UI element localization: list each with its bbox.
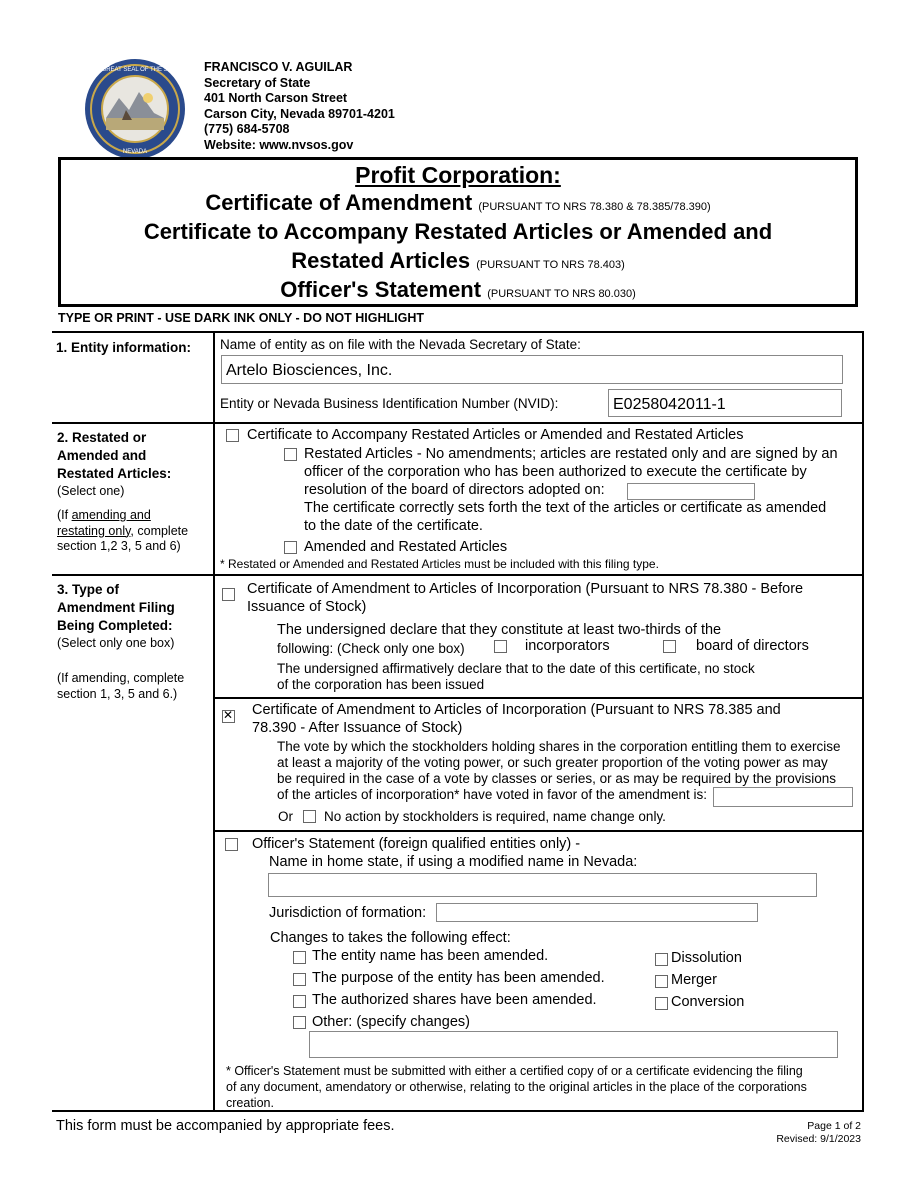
amend-after-stock-l1: Certificate of Amendment to Articles of Incorporation (Pursuant to NRS 78.385 and — [252, 702, 781, 718]
amended-restated-label: Amended and Restated Articles — [304, 539, 508, 555]
section2-note-d: , complete — [130, 523, 189, 538]
title-box — [58, 157, 858, 307]
dissolution-label: Dissolution — [671, 950, 742, 966]
chg-name-checkbox[interactable] — [293, 951, 306, 964]
jurisdiction-label: Jurisdiction of formation: — [269, 905, 427, 921]
section3-note-l2: section 1, 3, 5 and 6.) — [57, 687, 178, 701]
amend-after-stock-checkbox[interactable] — [222, 710, 235, 723]
officer-note-l1: * Officer's Statement must be submitted with either a certified copy of or a certificate evidencing the filing — [226, 1064, 803, 1078]
restated-articles-l5: to the date of the certificate. — [304, 518, 483, 534]
section2-label-l2: Amended and — [57, 448, 147, 463]
resolution-date-field[interactable] — [627, 483, 755, 500]
chg-other-checkbox[interactable] — [293, 1016, 306, 1029]
phone-number: (775) 684-5708 — [204, 122, 290, 136]
declare-l1: The undersigned declare that they constitute at least two-thirds of the — [277, 622, 722, 638]
fees-note: This form must be accompanied by appropriate fees. — [56, 1118, 395, 1134]
restated-articles-l3: resolution of the board of directors adopted on: — [304, 482, 605, 498]
section2-select-one: (Select one) — [57, 484, 125, 498]
no-action-label: No action by stockholders is required, name change only. — [324, 809, 666, 824]
title-profit-corporation: Profit Corporation: — [355, 162, 561, 188]
section2-note-e: section 1,2 3, 5 and 6) — [57, 539, 181, 553]
officers-statement-label: Officer's Statement (foreign qualified entities only) - — [252, 836, 581, 852]
secretary-name: FRANCISCO V. AGUILAR — [204, 60, 353, 74]
home-state-name-field[interactable] — [268, 873, 817, 897]
nvid-field[interactable] — [608, 389, 842, 417]
conversion-label: Conversion — [671, 994, 745, 1010]
other-changes-field[interactable] — [309, 1031, 838, 1058]
amend-before-stock-l1: Certificate of Amendment to Articles of Incorporation (Pursuant to NRS 78.380 - Before — [247, 581, 804, 597]
changes-label: Changes to takes the following effect: — [270, 930, 511, 946]
restated-articles-checkbox[interactable] — [284, 448, 297, 461]
chg-name-label: The entity name has been amended. — [312, 948, 549, 964]
jurisdiction-field[interactable] — [436, 903, 758, 922]
merger-checkbox[interactable] — [655, 975, 668, 988]
restated-articles-l4: The certificate correctly sets forth the text of the articles or certificate as amended — [304, 500, 827, 516]
instruction-text: TYPE OR PRINT - USE DARK INK ONLY - DO NOT HIGHLIGHT — [58, 311, 424, 325]
address-line-2: Carson City, Nevada 89701-4201 — [204, 106, 395, 121]
vote-l4: of the articles of incorporation* have voted in favor of the amendment is: — [277, 787, 707, 802]
vote-l2: at least a majority of the voting power, or such greater proportion of the voting power as may — [277, 755, 828, 770]
officers-statement-checkbox[interactable] — [225, 838, 238, 851]
vote-l1: The vote by which the stockholders holding shares in the corporation entitling them to exercise — [277, 739, 841, 754]
restated-articles-l1: Restated Articles - No amendments; articles are restated only and are signed by an — [304, 446, 838, 462]
officer-note-l2: of any document, amendatory or otherwise, relating to the original articles in the place of the corporations — [226, 1080, 807, 1094]
section2-footnote: * Restated or Amended and Restated Articles must be included with this filing type. — [220, 557, 659, 571]
or-label: Or — [278, 809, 293, 824]
restated-main-checkbox[interactable] — [226, 429, 239, 442]
section1-label: 1. Entity information: — [56, 340, 191, 355]
restated-articles-l2: officer of the corporation who has been authorized to execute the certificate by — [304, 464, 807, 480]
section2-note-a: (If — [57, 508, 72, 522]
page-number: Page 1 of 2 — [807, 1120, 861, 1132]
section3-label-l1: 3. Type of — [57, 582, 120, 597]
board-of-directors-label: board of directors — [696, 638, 809, 654]
section3-label-l3: Being Completed: — [57, 618, 173, 633]
amend-after-stock-l2: 78.390 - After Issuance of Stock) — [252, 720, 463, 736]
section3-label-l2: Amendment Filing — [57, 600, 175, 615]
title-certificate-accompany: Certificate to Accompany Restated Articles or Amended and — [143, 219, 773, 244]
nvid-label: Entity or Nevada Business Identification Number (NVID): — [220, 396, 559, 411]
website: Website: www.nvsos.gov — [204, 137, 354, 152]
title-certificate-of-amendment: Certificate of Amendment — [205, 190, 473, 215]
svg-text:THE GREAT SEAL OF THE STATE: THE GREAT SEAL OF THE STATE — [87, 67, 183, 73]
chg-other-label: Other: (specify changes) — [312, 1014, 470, 1030]
section3-note-l1: (If amending, complete — [57, 671, 185, 685]
title-certificate-of-amendment-nrs: (PURSUANT TO NRS 78.380 & 78.385/78.390) — [478, 201, 711, 213]
entity-name-label: Name of entity as on file with the Nevada Secretary of State: — [220, 337, 581, 352]
dissolution-checkbox[interactable] — [655, 953, 668, 966]
conversion-checkbox[interactable] — [655, 997, 668, 1010]
section2-label-l3: Restated Articles: — [57, 466, 172, 481]
board-of-directors-checkbox[interactable] — [663, 640, 676, 653]
incorporators-checkbox[interactable] — [494, 640, 507, 653]
entity-name-field[interactable] — [221, 355, 843, 384]
chg-purpose-label: The purpose of the entity has been amended. — [312, 970, 605, 986]
vote-percentage-field[interactable] — [713, 787, 853, 807]
officer-note-l3: creation. — [226, 1096, 274, 1110]
revised-date: Revised: 9/1/2023 — [776, 1133, 861, 1145]
amend-before-stock-checkbox[interactable] — [222, 588, 235, 601]
chg-shares-label: The authorized shares have been amended. — [312, 992, 597, 1008]
affirm-l1: The undersigned affirmatively declare that to the date of this certificate, no stock — [277, 661, 755, 676]
chg-shares-checkbox[interactable] — [293, 995, 306, 1008]
chg-purpose-checkbox[interactable] — [293, 973, 306, 986]
title-restated-articles-nrs: (PURSUANT TO NRS 78.403) — [476, 259, 625, 271]
title-officers-statement: Officer's Statement — [280, 277, 482, 302]
home-state-name-label: Name in home state, if using a modified name in Nevada: — [269, 854, 638, 870]
no-action-checkbox[interactable] — [303, 810, 316, 823]
title-officers-statement-nrs: (PURSUANT TO NRS 80.030) — [487, 288, 636, 300]
merger-label: Merger — [671, 972, 717, 988]
section3-select-one: (Select only one box) — [57, 636, 175, 650]
nevada-state-seal-icon — [84, 58, 186, 160]
address-line-1: 401 North Carson Street — [204, 91, 348, 105]
affirm-l2: of the corporation has been issued — [277, 677, 485, 692]
secretary-title: Secretary of State — [204, 75, 311, 90]
entity-name-value: Artelo Biosciences, Inc. — [226, 362, 393, 379]
amended-restated-checkbox[interactable] — [284, 541, 297, 554]
svg-text:NEVADA: NEVADA — [122, 149, 148, 155]
section2-label-l1: 2. Restated or — [57, 430, 147, 445]
declare-l2: following: (Check only one box) — [277, 641, 465, 656]
amend-before-stock-l2: Issuance of Stock) — [247, 599, 367, 615]
section2-note-c: restating only — [57, 523, 131, 538]
incorporators-label: incorporators — [525, 638, 610, 654]
nvid-value: E0258042011-1 — [613, 396, 726, 413]
section2-note-b: amending and — [71, 508, 151, 522]
restated-main-label: Certificate to Accompany Restated Articles or Amended and Restated Articles — [247, 427, 744, 443]
vote-l3: be required in the case of a vote by classes or series, or as may be required by the provisions — [277, 771, 837, 786]
title-restated-articles: Restated Articles — [291, 248, 471, 273]
